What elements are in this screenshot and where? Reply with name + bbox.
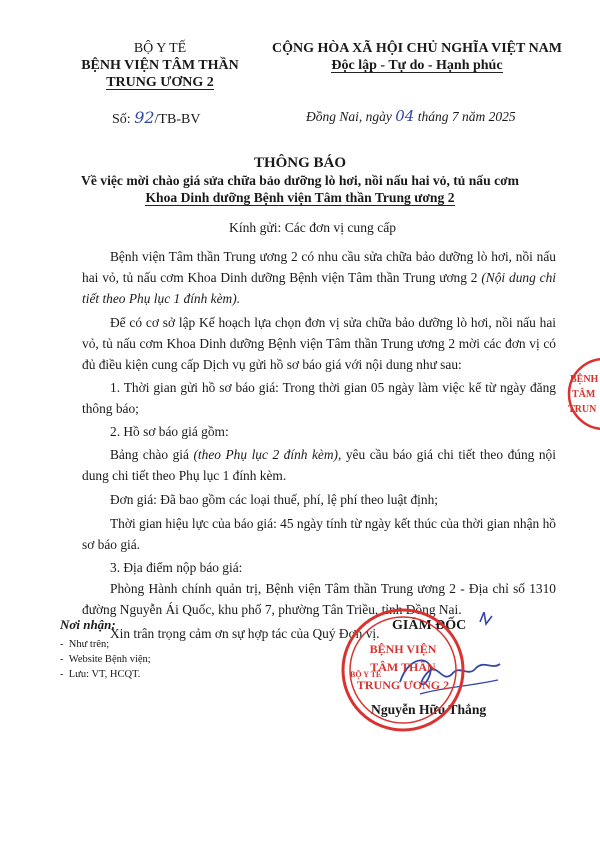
- recipients-label: Nơi nhận:: [60, 617, 116, 632]
- paragraph-1: Bệnh viện Tâm thần Trung ương 2 có nhu cầu sửa chữa bảo dưỡng lò hơi, nồi nấu hai vỏ, tủ nấu cơm Khoa Dinh dưỡng Bệnh viện Tâm thần Trung ương 2 (Nội dung chi tiết theo Phụ lục 1 đính kèm).: [82, 249, 556, 306]
- edge-seal-line3: TRUN: [568, 404, 597, 415]
- document-title: THÔNG BÁO: [253, 155, 347, 171]
- greeting: Kính gửi: Các đơn vị cung cấp: [229, 220, 397, 235]
- item-1: 1. Thời gian gửi hồ sơ báo giá: Trong thời gian 05 ngày làm việc kể từ ngày đăng thông báo;: [82, 380, 556, 416]
- signer-name: Nguyễn Hữu Thắng: [371, 702, 487, 717]
- item-3-address: Phòng Hành chính quản trị, Bệnh viện Tâm thần Trung ương 2 - Địa chỉ số 1310 đường Nguyễn Ái Quốc, khu phố 7, phường Tân Triều, tỉnh Đồng Nai.: [82, 581, 556, 617]
- edge-seal-line2: TÂM: [572, 389, 596, 400]
- edge-seal: [556, 356, 600, 432]
- recipient-item: - Lưu: VT, HCQT.: [60, 669, 141, 680]
- stamp-line2: TÂM THẦN: [370, 660, 436, 674]
- stamp-line3: TRUNG ƯƠNG 2: [356, 678, 450, 692]
- handwritten-number: 92: [134, 108, 155, 127]
- stamp-line1: BỆNH VIỆN: [369, 642, 437, 656]
- issuer-block: [60, 40, 260, 91]
- thanks-line: Xin trân trọng cảm ơn sự hợp tác của Quý Đơn vị.: [110, 626, 380, 641]
- document-subject-line1: Về việc mời chào giá sửa chữa bảo dưỡng lò hơi, nồi nấu hai vỏ, tủ nấu cơm: [81, 173, 519, 188]
- paragraph-2: Để có cơ sở lập Kế hoạch lựa chọn đơn vị sửa chữa bảo dưỡng lò hơi, nồi nấu hai vỏ, tủ nấu cơm Khoa Dinh dưỡng Bệnh viện Tâm thần Trung ương 2 mời các đơn vị có đủ điều kiện cung cấp Dịch vụ gửi hồ sơ báo giá với nội dung như sau:: [82, 315, 556, 372]
- hospital-name-line1: BỆNH VIỆN TÂM THẦN: [81, 58, 239, 73]
- issue-date: Đồng Nai, ngày 04 tháng 7 năm 2025: [306, 107, 516, 125]
- nation-name: CỘNG HÒA XÃ HỘI CHỦ NGHĨA VIỆT NAM: [271, 41, 562, 56]
- item-2-unit-price: Đơn giá: Đã bao gồm các loại thuế, phí, lệ phí theo luật định;: [110, 492, 439, 507]
- item-2: 2. Hồ sơ báo giá gồm:: [110, 424, 229, 439]
- item-3: 3. Địa điểm nộp báo giá:: [110, 560, 243, 575]
- body: [82, 246, 556, 644]
- edge-seal-line1: BỆNH: [570, 374, 599, 385]
- recipients-block: [60, 617, 280, 682]
- ministry-name: BỘ Y TẾ: [133, 41, 187, 56]
- item-2-validity: Thời gian hiệu lực của báo giá: 45 ngày tính từ ngày kết thúc của thời gian nhận hồ sơ báo giá.: [82, 516, 556, 552]
- hospital-name-line2: TRUNG ƯƠNG 2: [106, 75, 214, 90]
- handwritten-day: 04: [395, 107, 415, 125]
- official-stamp: [338, 605, 468, 735]
- stamp-ring-text: BỘ Y TẾ: [350, 670, 382, 679]
- recipient-item: - Như trên;: [60, 639, 110, 650]
- signer-position: GIÁM ĐỐC: [392, 618, 467, 633]
- document-number: Số: 92/TB-BV: [112, 108, 201, 127]
- recipient-item: - Website Bệnh viện;: [60, 654, 151, 665]
- national-motto: Độc lập - Tự do - Hạnh phúc: [331, 58, 503, 73]
- document-subject-line2: Khoa Dinh dưỡng Bệnh viện Tâm thần Trung ương 2: [145, 190, 455, 205]
- item-2-quote-form: Bảng chào giá (theo Phụ lục 2 đính kèm), yêu cầu báo giá chi tiết theo đúng nội dung chi tiết theo Phụ lục 1 đính kèm.: [82, 447, 556, 483]
- national-header: [258, 40, 576, 75]
